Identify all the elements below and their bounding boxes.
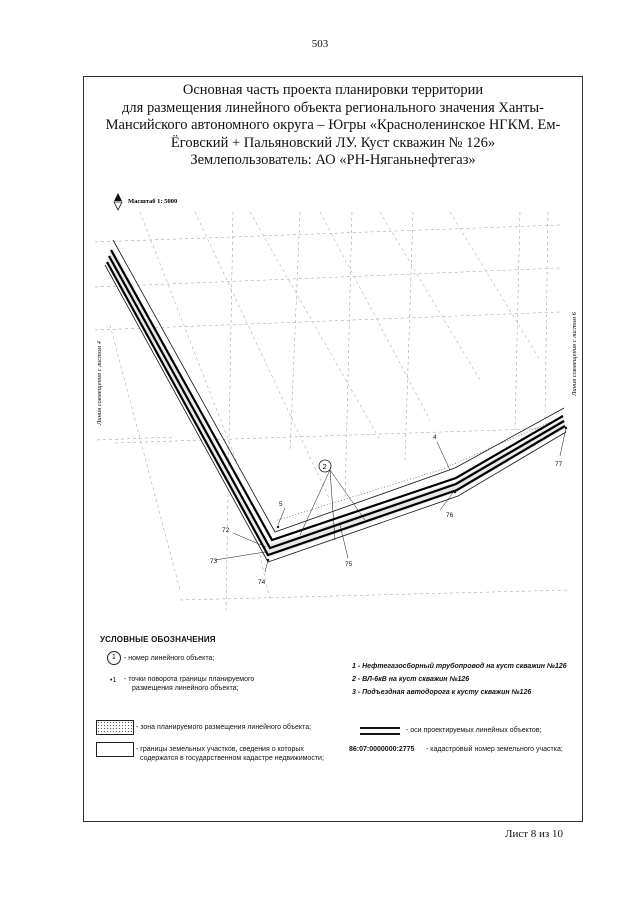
title-line: для размещения линейного объекта регионального значения Ханты- [122,99,544,116]
turn-point-symbol: •1 [110,677,117,684]
right-match-line-label: Линия совмещения с листом 6 [571,312,578,396]
axis-symbol [360,727,400,735]
scale-label: Масштаб 1: 5000 [128,198,178,205]
point-label: 4 [433,434,437,441]
parcel-boundary-symbol [96,742,134,757]
page-number: 503 [311,38,329,50]
cadastral-number-text: - кадастровый номер земельного участка; [426,746,563,753]
point-label: 73 [210,558,218,565]
sheet-number: Лист 8 из 10 [505,828,564,840]
parcel-text-1: - границы земельных участков, сведения о которых [136,746,304,753]
axis-text: - оси проектируемых линейных объектов; [406,727,542,734]
linear-object-1: 1 - Нефтегазосборный трубопровод на куст скважин №126 [352,663,567,670]
title-line: Основная часть проекта планировки территории [182,82,484,98]
turn-point-text-1: - точки поворота границы планируемого [124,676,255,683]
object-number-label: 2 [322,462,327,471]
cadastral-grid [95,212,570,610]
title-line: Землепользователь: АО «РН-Няганьнефтегаз» [190,152,476,168]
zone-symbol [96,720,134,735]
object-number-text: - номер линейного объекта; [124,655,215,662]
axis-line-2 [109,256,564,548]
planning-map [84,188,582,620]
point-label: 74 [258,579,266,586]
zone-text: - зона планируемого размещения линейного объекта; [136,724,312,731]
axis-line-1 [111,250,563,540]
north-arrow-icon [114,193,122,210]
title-line: Ёговский + Пальяновский ЛУ. Куст скважин № 126» [170,134,496,151]
point-label: 72 [222,527,230,534]
left-match-line-label: Линия совмещения с листом 4 [96,341,103,425]
cadastral-number-example: 86:07:0000000:2775 [349,746,415,753]
linear-object-2: 2 - ВЛ-6кВ на куст скважин №126 [352,676,470,683]
point-label: 5 [279,501,283,508]
linear-object-3: 3 - Подъездная автодорога к кусту скважин №126 [352,689,532,696]
point-label: 76 [446,512,454,519]
object-number-symbol: 1 [107,651,121,665]
parcel-text-2: содержатся в государственном кадастре недвижимости; [140,755,324,762]
point-label: 77 [555,461,563,468]
title-line: Мансийского автономного округа – Югры «Красноленинское НГКМ. Ем- [105,117,561,133]
turn-point-text-2: размещения линейного объекта; [132,685,239,692]
planned-zone [107,248,566,557]
drawing-title [86,82,580,170]
point-label: 75 [345,561,353,568]
legend-heading: УСЛОВНЫЕ ОБОЗНАЧЕНИЯ [100,635,216,644]
axis-line-3 [107,262,565,555]
